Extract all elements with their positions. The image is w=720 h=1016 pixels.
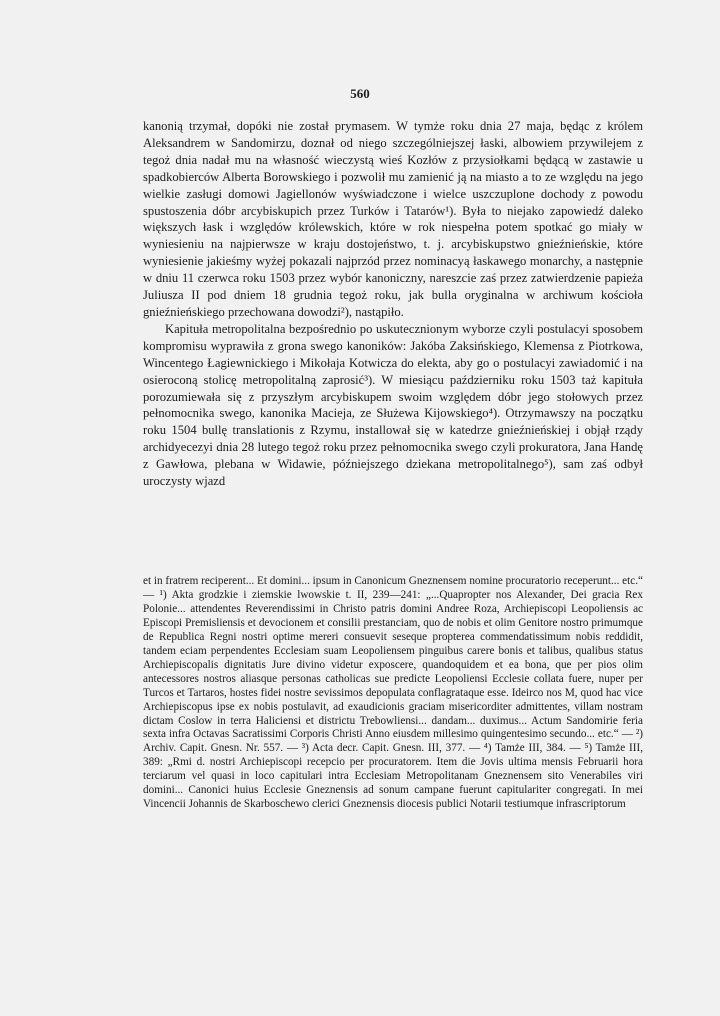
page-number: 560 <box>350 86 370 101</box>
main-paragraph: Kapituła metropolitalna bezpośrednio po uskutecznionym wyborze czyli postulacyi sposobem kompromisu wyprawiła z grona swego kanoników: Jakóba Zaksińskiego, Klemensa z Piotrkowa, Wincentego Łagiewnickiego i Mikołaja Kotwicza do elekta, aby go o postulacyi zawiadomić i na osieroconą stolicę metropolitalną zaprosić³). W miesiącu październiku roku 1503 taż kapituła porozumiewała się z przyszłym arcybiskupem swoim względem dóbr jego stołowych przez pełnomocnika swego, kanonika Macieja, ze Służewa Kijowskiego⁴). Otrzymawszy na początku roku 1504 bullę translationis z Rzymu, installował się w katedrze gnieźnieńskiej i objął rządy archidyecezyi dnia 28 lutego tegoż roku przez pełnomocnika swego czyli prokuratora, Jana Handę z Gawłowa, plebana w Widawie, późniejszego dziekana metropolitalnego⁵), sam zaś odbył uroczysty wjazd <box>143 321 643 489</box>
footnote-text: et in fratrem reciperent... Et domini... ipsum in Canonicum Gneznensem nomine procuratorio receperunt... etc.“ — ¹) Akta grodzkie i ziemskie lwowskie t. II, 239—241: „...Quapropter nos Alexander, Dei gracia Rex Polonie... attendentes Reverendissimi in Christo patris domini Andree Roza, Archiepiscopi Leopoliensis ac Episcopi Premisliensis et devocionem et consilii prestanciam, quo de nobis et olim Genitore nostro primumque de Republica Regni nostri optime mereri consuevit seseque propterea commendatissimum nobis reddidit, tandem eciam perpendentes Ecclesiam suam Leopoliensem pinguibus carere bonis et talibus, qualibus status Archiepiscopalis dignitatis Jure divino videtur exposcere, quandoquidem et ea bona, que per pios olim antecessores nostros aliasque personas catholicas sue predicte Leopoliensi Ecclesie collata fuere, nuper per Turcos et Tartaros, hostes fidei nostre sevissimos depopulata conflagrataque esse. Ideirco nos M, quod hac vice Archiepiscopus ipse ex nobis postulavit, ad exaudicionis graciam misericorditer admittentes, villam nostram dictam Coslow in terra Haliciensi et districtu Trebowliensi... dandam... duximus... Actum Sandomirie feria sexta infra Octavas Sacratissimi Corporis Christi Anno eiusdem millesimo quingentesimo secundo... etc.“ — ²) Archiv. Capit. Gnesn. Nr. 557. — ³) Acta decr. Capit. Gnesn. III, 377. — ⁴) Tamże III, 384. — ⁵) Tamże III, 389: „Rmi d. nostri Archiepiscopi recepcio per procuratorem. Item die Jovis ultima mensis Februarii hora terciarum vel quasi in loco capitulari intra Ecclesiam Metropolitanam Gneznensem sito Venerabiles viri domini... Canonici huius Ecclesie Gneznensis ad sonum campane fuerunt capitulariter congregati. In mei Vincencii Johannis de Skarboschewo clerici Gneznensis diocesis publici Notarii testiumque infrascriptorum <box>143 575 643 811</box>
main-text <box>143 118 643 490</box>
footnotes <box>143 575 643 812</box>
main-paragraph: kanonią trzymał, dopóki nie został prymasem. W tymże roku dnia 27 maja, będąc z królem Aleksandrem w Sandomirzu, doznał od niego szczególniejszej łaski, albowiem przywilejem z tegoż dnia nadał mu na własność wieczystą wieś Kozłów z przysiołkami będącą w zastawie u spadkobierców Alberta Borowskiego i pozwolił mu zamienić ją na miasto a to ze względu na jego wielkie zasługi domowi Jagiellonów wyświadczone i wielce uszczuplone dochody z powodu spustoszenia dóbr arcybiskupich przez Turków i Tatarów¹). Była to niejako zapowiedź daleko większych łask i względów królewskich, które w rok niespełna potem spotkać go miały w wyniesieniu na najpierwsze w kraju dostojeństwo, t. j. arcybiskupstwo gnieźnieńskie, które wyniesienie jakieśmy wyżej pokazali najprzód przez nominacyą łaskawego monarchy, a następnie w dniu 11 czerwca roku 1503 przez wybór kanoniczny, nareszcie zaś przez zatwierdzenie papieża Juliusza II pod dniem 18 grudnia tegoż roku, jak bulla oryginalna w archiwum kościoła gnieźnieńskiego przechowana dowodzi²), nastąpiło. <box>143 119 643 319</box>
